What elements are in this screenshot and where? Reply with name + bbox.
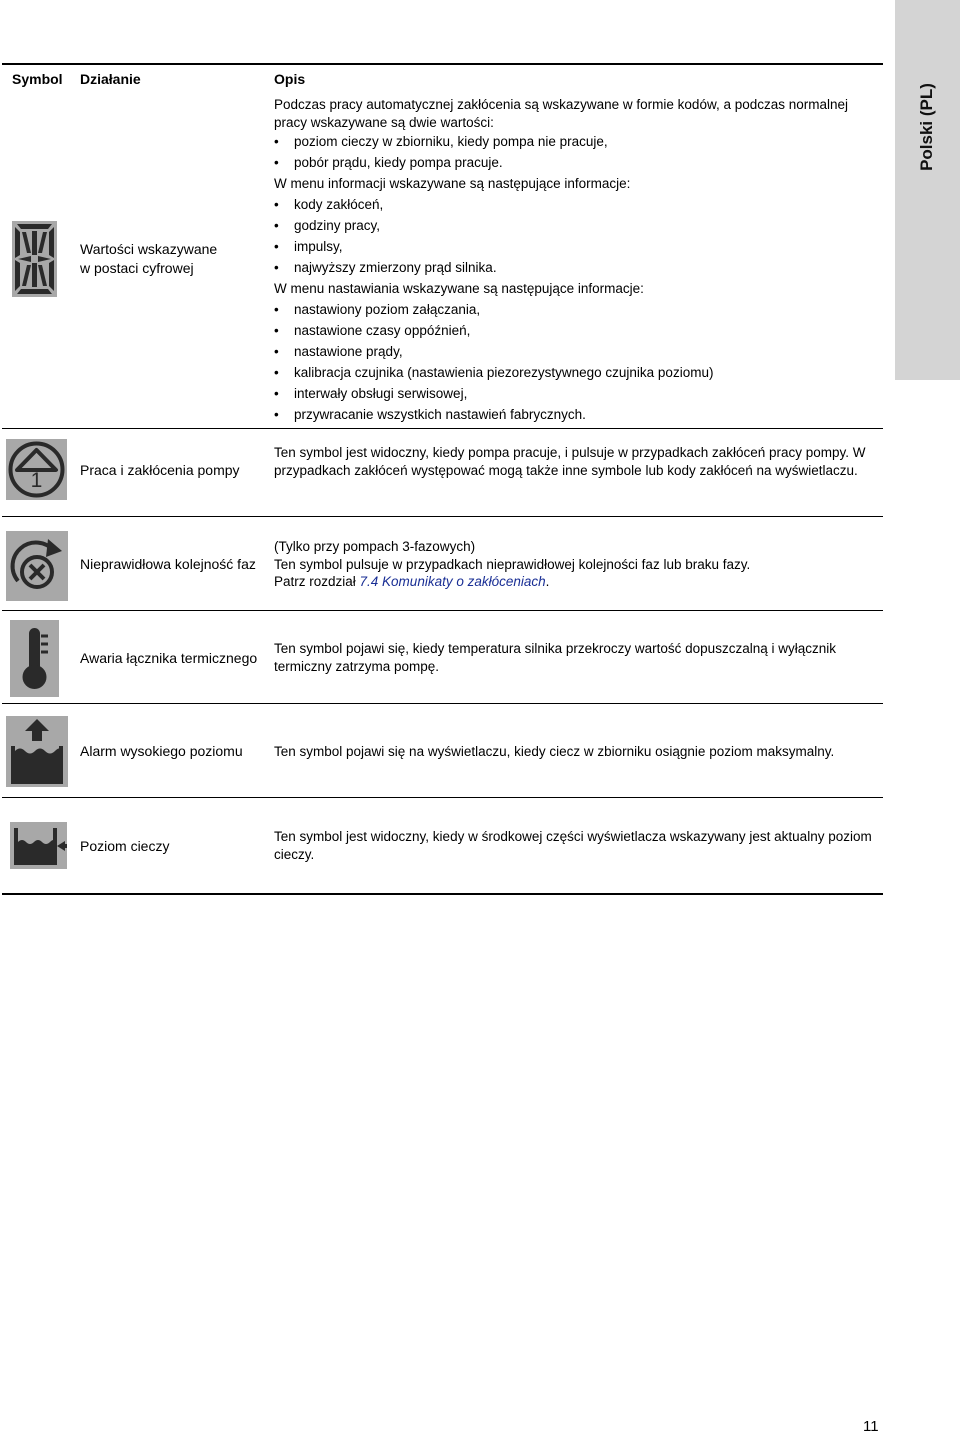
high-level-alarm-icon (6, 716, 68, 787)
list-item: • nastawione prądy, (274, 341, 884, 362)
description-info-menu: W menu informacji wskazywane są następujące informacje: (274, 176, 631, 191)
row-divider (2, 703, 883, 704)
bullet-list (274, 194, 884, 278)
header-action: Działanie (80, 71, 141, 87)
list-item: • impulsy, (274, 236, 884, 257)
bullet-list (274, 299, 884, 425)
table-top-rule (2, 63, 883, 65)
pump-running-icon (6, 439, 67, 500)
chapter-link[interactable]: 7.4 Komunikaty o zakłóceniach (359, 574, 546, 589)
description-line: (Tylko przy pompach 3-fazowych) (274, 539, 476, 554)
description-thermal-switch: Ten symbol pojawi się, kiedy temperatura silnika przekroczy wartość dopuszczalną i wyłącznik termiczny zatrzyma pompę. (274, 641, 836, 674)
table-bottom-rule (2, 893, 883, 895)
header-description: Opis (274, 71, 306, 87)
description-pump-operation: Ten symbol jest widoczny, kiedy pompa pracuje, i pulsuje w przypadkach zakłóceń pracy pompy. W przypadkach zakłóceń występować mogą także inne symbole lub kody zakłóceń na wyświetlaczu. (274, 445, 866, 478)
list-item: • przywracanie wszystkich nastawień fabrycznych. (274, 404, 884, 425)
list-item: • godziny pracy, (274, 215, 884, 236)
list-item: • nastawiony poziom załączania, (274, 299, 884, 320)
page-number: 11 (863, 1418, 879, 1435)
description-high-level-alarm: Ten symbol pojawi się na wyświetlaczu, kiedy ciecz w zbiorniku osiągnie poziom maksymalny. (274, 744, 835, 759)
action-label-line1: Wartości wskazywane (80, 241, 218, 257)
thermometer-icon (10, 620, 59, 697)
action-digital-values (80, 240, 217, 278)
description-digital-values (274, 96, 884, 425)
description-phase-sequence (274, 538, 884, 591)
row-divider (2, 516, 883, 517)
action-phase-sequence: Nieprawidłowa kolejność faz (80, 556, 256, 572)
action-high-level-alarm: Alarm wysokiego poziomu (80, 743, 243, 759)
action-pump-operation: Praca i zakłócenia pompy (80, 462, 240, 478)
list-item: • interwały obsługi serwisowej, (274, 383, 884, 404)
phase-sequence-fault-icon (6, 531, 68, 601)
list-item: • pobór prądu, kiedy pompa pracuje. (274, 152, 884, 173)
action-label-line2: w postaci cyfrowej (80, 260, 194, 276)
description-liquid-level: Ten symbol jest widoczny, kiedy w środkowej części wyświetlacza wskazywany jest aktualny poziom cieczy. (274, 829, 872, 862)
list-item: • poziom cieczy w zbiorniku, kiedy pompa nie pracuje, (274, 131, 884, 152)
description-line: Ten symbol pulsuje w przypadkach nieprawidłowej kolejności faz lub braku fazy. (274, 556, 751, 572)
description-settings-menu: W menu nastawiania wskazywane są następujące informacje: (274, 281, 644, 296)
description-intro: Podczas pracy automatycznej zakłócenia są wskazywane w formie kodów, a podczas normalnej pracy wskazywane są dwie wartości: (274, 97, 849, 130)
language-tab (895, 0, 960, 380)
bullet-list (274, 131, 884, 173)
list-item: • kody zakłóceń, (274, 194, 884, 215)
pump-number: 1 (30, 469, 43, 492)
language-tab-label: Polski (PL) (917, 83, 936, 171)
header-symbol: Symbol (12, 71, 63, 87)
action-liquid-level: Poziom cieczy (80, 838, 170, 854)
row-divider (2, 797, 883, 798)
digital-segment-display-icon (12, 221, 57, 297)
reference-prefix: Patrz rozdział (274, 574, 360, 589)
row-divider (2, 428, 883, 429)
action-thermal-switch: Awaria łącznika termicznego (80, 650, 258, 666)
list-item: • kalibracja czujnika (nastawienia piezorezystywnego czujnika poziomu) (274, 362, 884, 383)
list-item: • najwyższy zmierzony prąd silnika. (274, 257, 884, 278)
liquid-level-icon (10, 822, 67, 869)
row-divider (2, 610, 883, 611)
list-item: • nastawione czasy oppóźnień, (274, 320, 884, 341)
reference-suffix: . (545, 574, 550, 589)
description-reference (274, 573, 884, 591)
